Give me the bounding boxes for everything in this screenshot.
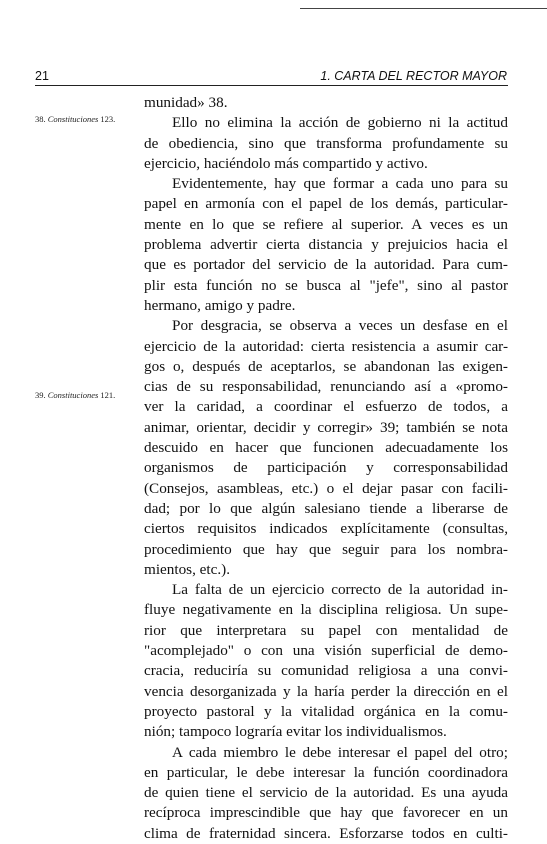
text-line: dad; por lo que algún salesiano tiende a liberarse de [144,499,508,517]
text-line: recíproca imprescindible que hay que favorecer en un [144,804,508,822]
side-note-work: Constituciones [47,390,99,400]
text-line: La falta de un ejercicio correcto de la autoridad in- [172,581,508,599]
text-line: fluye negativamente en la disciplina religiosa. Un supe- [144,601,508,619]
text-line: de quien tiene el servicio de la autoridad. Es una ayuda [144,784,508,802]
page-number: 21 [35,69,49,83]
text-line: nión; tampoco lograría evitar los individualismos. [144,723,447,741]
text-line: de obediencia, sino que transforma profundamente su [144,134,508,152]
text-line: hermano, amigo y padre. [144,296,296,314]
side-note-number: 38. [35,114,46,124]
header-rule [35,85,508,86]
text-line: cracia, reduciría su comunidad religiosa a una convi- [144,662,508,680]
text-line: clima de fraternidad sincera. Esforzarse todos en culti- [144,824,508,842]
text-line: que es portador del servicio de la autoridad. Para cum- [144,256,508,274]
text-line: vencia desorganizada y la haría perder la dirección en el [144,682,508,700]
text-line: Ello no elimina la acción de gobierno ni la actitud [172,114,508,132]
text-line: Por desgracia, se observa a veces un desfase en el [172,317,508,335]
text-line: organismos de participación y corresponsabilidad [144,459,508,477]
text-line: rior que interpretara su papel con mentalidad de [144,621,508,639]
text-line: gos o, después de aceptarlos, se abandonan las exigen- [144,357,508,375]
text-line: animar, orientar, decidir y corregir» 39; también se nota [144,418,508,436]
text-line: "acomplejado" o con una visión superficial de demo- [144,642,508,660]
side-note-number: 39. [35,390,46,400]
text-line: mientos, etc.). [144,560,231,578]
text-line: plir esta función no se busca al "jefe", sino al pastor [144,276,508,294]
text-line: proyecto pastoral y la vitalidad orgánica en la comu- [144,702,508,720]
text-line: en particular, le debe interesar la función coordinadora [144,763,508,781]
body-text [144,93,508,844]
text-line: papel en armonía con el papel de los demás, particular- [144,195,508,213]
side-note-ref: 123. [100,114,116,124]
side-note-39 [35,390,115,400]
text-line: ciertos requisitos indicados explícitamente (consultas, [144,520,508,538]
text-line: ver la caridad, a coordinar el esfuerzo de todos, a [144,398,508,416]
text-line: ejercicio, haciéndolo más compartido y activo. [144,154,428,172]
top-rule [300,8,547,9]
text-line: munidad» 38. [144,94,228,111]
text-line: descuido en hacer que funcionen adecuadamente los [144,439,508,457]
text-line: Evidentemente, hay que formar a cada uno para su [172,175,508,193]
text-line: problema advertir cierta distancia y prejuicios hacia el [144,236,508,254]
text-line: A cada miembro le debe interesar el papel del otro; [172,743,508,761]
text-line: mente en lo que se refiere al superior. A veces es un [144,215,508,233]
running-head: 1. CARTA DEL RECTOR MAYOR [320,69,507,83]
text-line: cias de su responsabilidad, renunciando así a «promo- [144,378,508,396]
text-line: procedimiento que hay que seguir para los nombra- [144,540,508,558]
side-note-work: Constituciones [47,114,99,124]
text-line: ejercicio de la autoridad: cierta resistencia a asumir car- [144,337,508,355]
side-note-38 [35,114,115,124]
side-note-ref: 121. [100,390,116,400]
text-line: (Consejos, asambleas, etc.) o el dejar pasar con facili- [144,479,508,497]
